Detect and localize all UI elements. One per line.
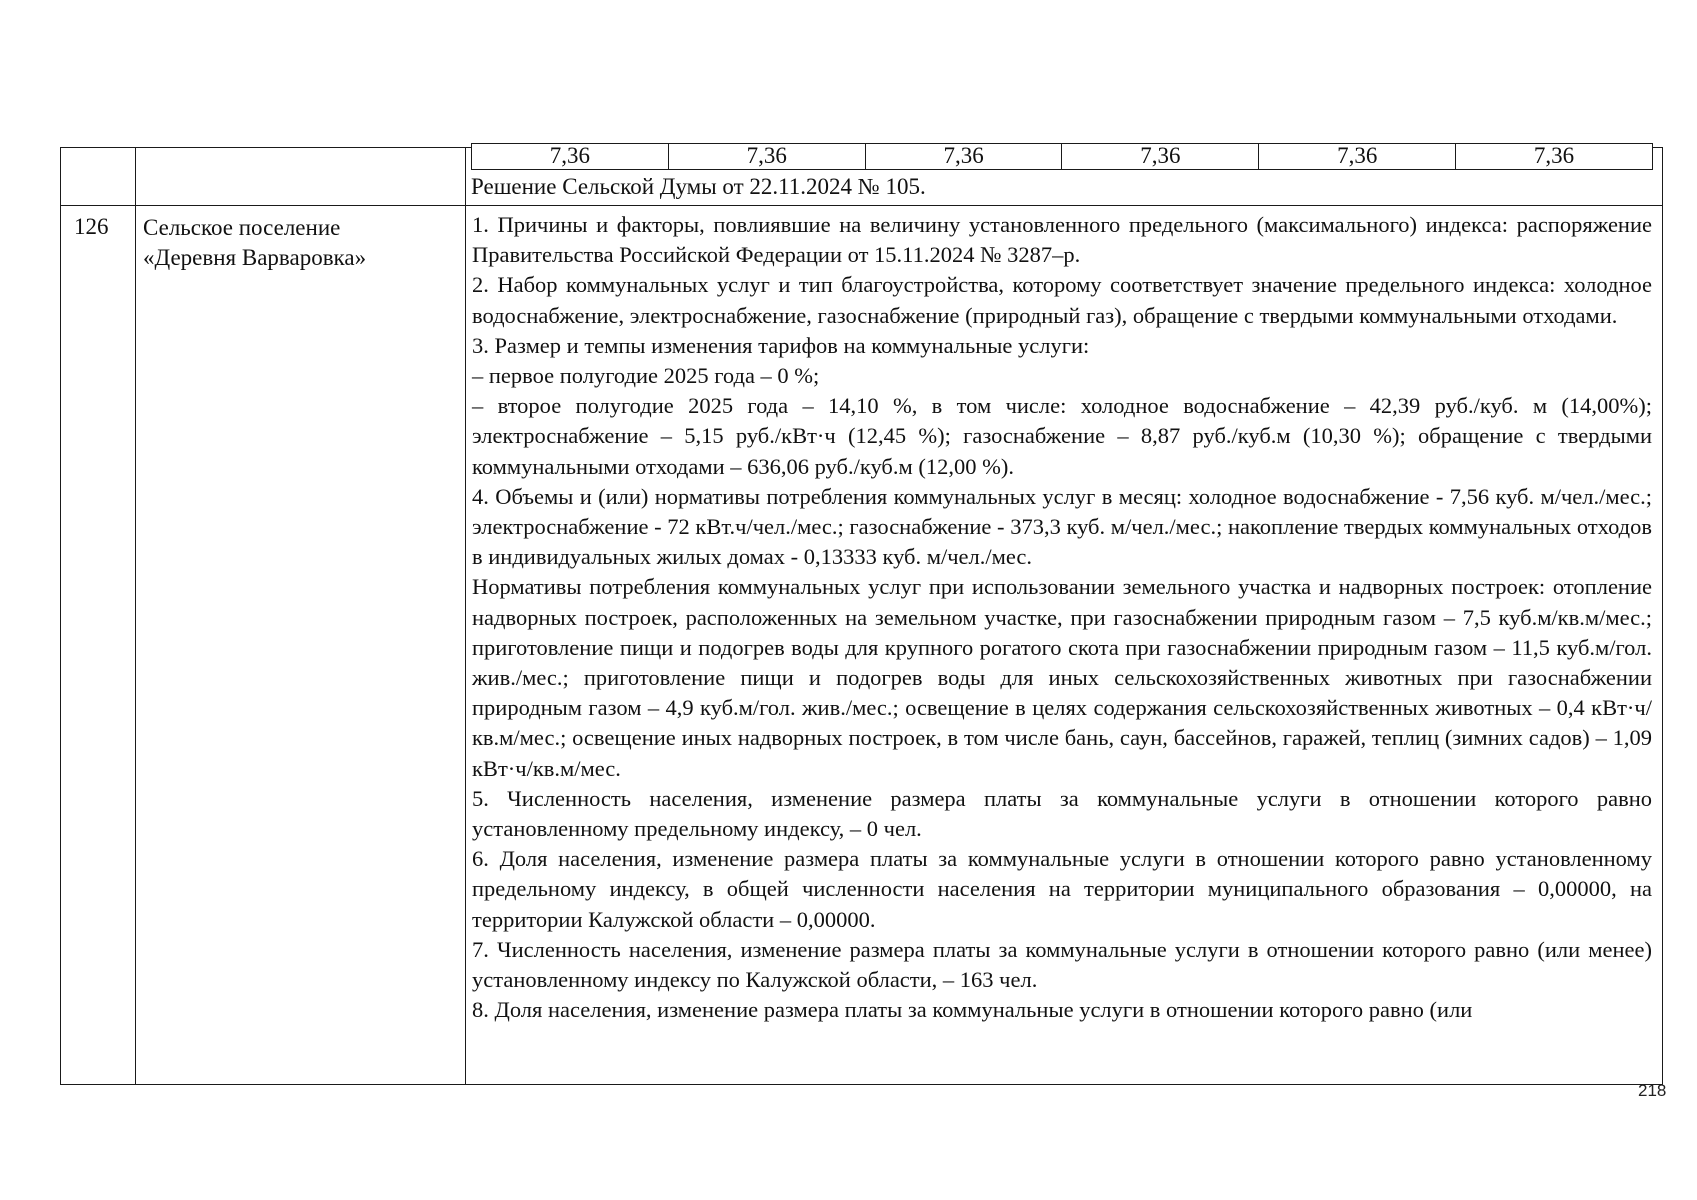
settlement-name-line: Сельское поселение bbox=[143, 215, 341, 240]
tariff-value: 7,36 bbox=[866, 144, 1063, 169]
content-paragraph: 8. Доля населения, изменение размера платы за коммунальные услуги в отношении которого равно (или bbox=[472, 997, 1473, 1023]
settlement-name-line: «Деревня Варваровка» bbox=[143, 245, 367, 270]
tariff-value: 7,36 bbox=[472, 144, 669, 169]
content-paragraph: 1. Причины и факторы, повлиявшие на величину установленного предельного (максимального) индекса: распоряжение Правительства Российской Федерации от 15.11.2024 № 3287–р. bbox=[472, 212, 1652, 268]
settlement-name bbox=[143, 213, 463, 273]
content-paragraph: 5. Численность населения, изменение размера платы за коммунальные услуги в отношении которого равно установленному предельному индексу, – 0 чел. bbox=[472, 785, 1652, 842]
content-paragraph: Нормативы потребления коммунальных услуг при использовании земельного участка и надворных построек: отопление надворных построек, расположенных на земельном участке, при газоснабжении природным газом – 7,5 куб.м/кв.м/мес.; приготовление пищи и подогрев воды для крупного рогатого скота при газоснабжении природным газом – 11,5 куб.м/гол. жив./мес.; приготовление пищи и подогрев воды для иных сельскохозяйственных животных при газоснабжении природным газом – 4,9 куб.м/гол. жив./мес.; освещение в целях содержания сельскохозяйственных животных – 0,4 кВт·ч/кв.м/мес.; освещение иных надворных построек, в том числе бань, саун, бассейнов, гаражей, теплиц (зимних садов) – 1,09 кВт·ч/кв.м/мес. bbox=[472, 574, 1652, 781]
row-divider bbox=[60, 205, 1663, 206]
tariff-value: 7,36 bbox=[1259, 144, 1456, 169]
column-divider-1 bbox=[135, 147, 136, 1085]
content-paragraph: – первое полугодие 2025 года – 0 %; bbox=[472, 363, 820, 389]
content-paragraph: 6. Доля населения, изменение размера платы за коммунальные услуги в отношении которого равно установленному предельному индексу, в общей численности населения на территории муниципального образования – 0,00000, на территории Калужской области – 0,00000. bbox=[472, 846, 1652, 932]
tariff-value: 7,36 bbox=[1062, 144, 1259, 169]
column-divider-2 bbox=[465, 147, 466, 1085]
row-number: 126 bbox=[74, 214, 109, 239]
content-paragraph: – второе полугодие 2025 года – 14,10 %, в том числе: холодное водоснабжение – 42,39 руб./куб. м (14,00%); электроснабжение – 5,15 руб./кВт·ч (12,45 %); газоснабжение – 8,87 руб./куб.м (10,30 %); обращение с твердыми коммунальными отходами – 636,06 руб./куб.м (12,00 %). bbox=[472, 393, 1652, 479]
tariff-value: 7,36 bbox=[669, 144, 866, 169]
decision-reference: Решение Сельской Думы от 22.11.2024 № 105. bbox=[471, 174, 926, 199]
tariff-value: 7,36 bbox=[1533, 143, 1575, 168]
content-paragraph: 2. Набор коммунальных услуг и тип благоустройства, которому соответствует значение предельного индекса: холодное водоснабжение, электроснабжение, газоснабжение (природный газ), обращение с твердыми коммунальными отходами. bbox=[472, 272, 1652, 328]
content-paragraph: 7. Численность населения, изменение размера платы за коммунальные услуги в отношении которого равно (или менее) установленному индексу по Калужской области, – 163 чел. bbox=[472, 936, 1652, 993]
tariff-values-strip bbox=[471, 143, 1653, 170]
row-content bbox=[472, 210, 1652, 1025]
content-paragraph: 3. Размер и темпы изменения тарифов на коммунальные услуги: bbox=[472, 332, 1090, 358]
page-number: 218 bbox=[1638, 1081, 1667, 1100]
content-paragraph: 4. Объемы и (или) нормативы потребления коммунальных услуг в месяц: холодное водоснабжение - 7,56 куб. м/чел./мес.; электроснабжение - 72 кВт.ч/чел./мес.; газоснабжение - 373,3 куб. м/чел./мес.; накопление твердых коммунальных отходов в индивидуальных жилых домах - 0,13333 куб. м/чел./мес. bbox=[472, 483, 1652, 570]
